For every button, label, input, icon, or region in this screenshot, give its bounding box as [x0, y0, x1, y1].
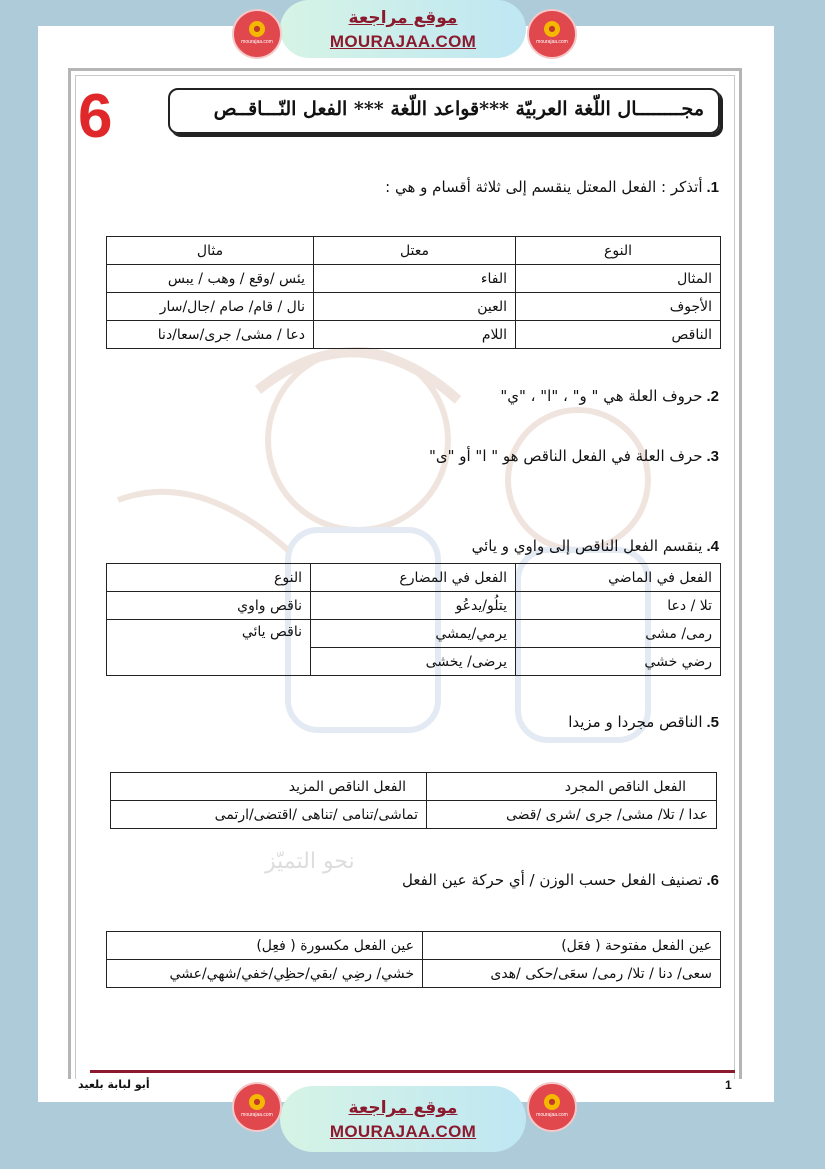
banner-arabic-text: موقع مراجعة: [348, 8, 458, 28]
section-5-heading: [568, 713, 719, 731]
table-cell: اللام: [314, 321, 516, 349]
table-cell: دعا / مشى/ جرى/سعا/دنا: [107, 321, 314, 349]
lesson-number: 6: [78, 82, 113, 151]
badge-caption: mourajaa.com: [241, 39, 273, 45]
banner-latin-text: MOURAJAA.COM: [329, 1122, 477, 1141]
table-header-cell: الفعل الناقص المزيد: [111, 773, 427, 801]
table-cell: يئس /وقع / وهب / يبس: [107, 265, 314, 293]
table-row: [107, 293, 721, 321]
table-header-cell: مثال: [107, 237, 314, 265]
table-cell: يتلُو/يدعُو: [311, 592, 516, 620]
section-number: 5.: [706, 714, 719, 731]
banner-arabic-text: موقع مراجعة: [348, 1098, 458, 1118]
section-number: 6.: [706, 872, 719, 889]
table-cell: تماشى/تنامى /تناهى /اقتضى/ارتمى: [111, 801, 427, 829]
table-header-cell: الفعل في المضارع: [311, 564, 516, 592]
table-header-cell: النوع: [516, 237, 721, 265]
table-row: [107, 960, 721, 988]
table-bare-augmented: [110, 772, 717, 829]
section-text: ينقسم الفعل الناقص إلى واوي و يائي: [471, 537, 703, 555]
table-cell: رمى/ مشى: [516, 620, 721, 648]
site-logo-icon: ● mourajaa.com: [232, 9, 282, 59]
badge-caption: mourajaa.com: [536, 1112, 568, 1118]
table-header-row: [107, 564, 721, 592]
page-number: 1: [725, 1078, 732, 1092]
section-text: أتذكر : الفعل المعتل ينقسم إلى ثلاثة أقسام و هي :: [385, 178, 703, 196]
table-cell: ناقص يائي: [107, 620, 311, 676]
footer-divider: [90, 1070, 735, 1073]
table-cell: رضي خشي: [516, 648, 721, 676]
table-header-row: [107, 932, 721, 960]
table-header-cell: الفعل الناقص المجرد: [427, 773, 717, 801]
table-cell: يرمي/يمشي: [311, 620, 516, 648]
site-logo-icon: ● mourajaa.com: [232, 1082, 282, 1132]
section-text: حروف العلة هي " و" ، "ا" ، "ي": [500, 387, 703, 405]
table-cell: ناقص واوي: [107, 592, 311, 620]
table-header-cell: النوع: [107, 564, 311, 592]
banner-latin-text: MOURAJAA.COM: [329, 32, 477, 51]
section-number: 3.: [706, 448, 719, 465]
table-cell: الفاء: [314, 265, 516, 293]
table-row: [107, 265, 721, 293]
table-cell: خشي/ رضِي /بقي/حظِي/خفي/شهي/عشي: [107, 960, 423, 988]
site-logo-icon: ● mourajaa.com: [527, 1082, 577, 1132]
table-defective-verb-kinds: [106, 563, 721, 676]
badge-caption: mourajaa.com: [536, 39, 568, 45]
table-weak-verb-types: [106, 236, 721, 349]
table-cell: يرضى/ يخشى: [311, 648, 516, 676]
section-1-heading: [385, 178, 719, 196]
section-6-heading: [402, 871, 719, 889]
table-row: [107, 321, 721, 349]
table-cell: عدا / تلا/ مشى/ جرى /شرى /قضى: [427, 801, 717, 829]
section-3-heading: [429, 447, 719, 465]
table-cell: الأجوف: [516, 293, 721, 321]
table-cell: العين: [314, 293, 516, 321]
table-verb-pattern: [106, 931, 721, 988]
site-logo-icon: ● mourajaa.com: [527, 9, 577, 59]
table-cell: الناقص: [516, 321, 721, 349]
table-header-row: [107, 237, 721, 265]
table-cell: المثال: [516, 265, 721, 293]
site-banner-top[interactable]: [280, 0, 526, 58]
page-title: مجــــــــال اللّغة العربيّة ***قواعد اللّغة *** الفعل النّـــاقــص: [213, 98, 704, 120]
section-4-heading: [472, 537, 719, 555]
section-number: 1.: [706, 179, 719, 196]
badge-caption: mourajaa.com: [241, 1112, 273, 1118]
section-text: الناقص مجردا و مزيدا: [568, 713, 703, 731]
footer-author: أبو لبابة بلعيد: [78, 1078, 150, 1091]
table-row: [107, 620, 721, 648]
table-cell: تلا / دعا: [516, 592, 721, 620]
section-number: 4.: [706, 538, 719, 555]
site-banner-bottom[interactable]: [280, 1086, 526, 1152]
table-header-cell: الفعل في الماضي: [516, 564, 721, 592]
table-cell: سعى/ دنا / تلا/ رمى/ سعَى/حكى /هدى: [423, 960, 721, 988]
section-text: حرف العلة في الفعل الناقص هو " ا" أو "ى": [428, 447, 703, 465]
table-row: [107, 592, 721, 620]
table-header-cell: عين الفعل مكسورة ( فعِل): [107, 932, 423, 960]
table-cell: نال / قام/ صام /جال/سار: [107, 293, 314, 321]
section-2-heading: [500, 387, 719, 405]
table-header-row: [111, 773, 717, 801]
section-text: تصنيف الفعل حسب الوزن / أي حركة عين الفعل: [402, 871, 703, 889]
table-row: [111, 801, 717, 829]
watermark-text: نحو التميّز: [265, 849, 355, 874]
section-number: 2.: [706, 388, 719, 405]
table-header-cell: عين الفعل مفتوحة ( فعَل): [423, 932, 721, 960]
title-box: [168, 88, 720, 134]
table-header-cell: معتل: [314, 237, 516, 265]
